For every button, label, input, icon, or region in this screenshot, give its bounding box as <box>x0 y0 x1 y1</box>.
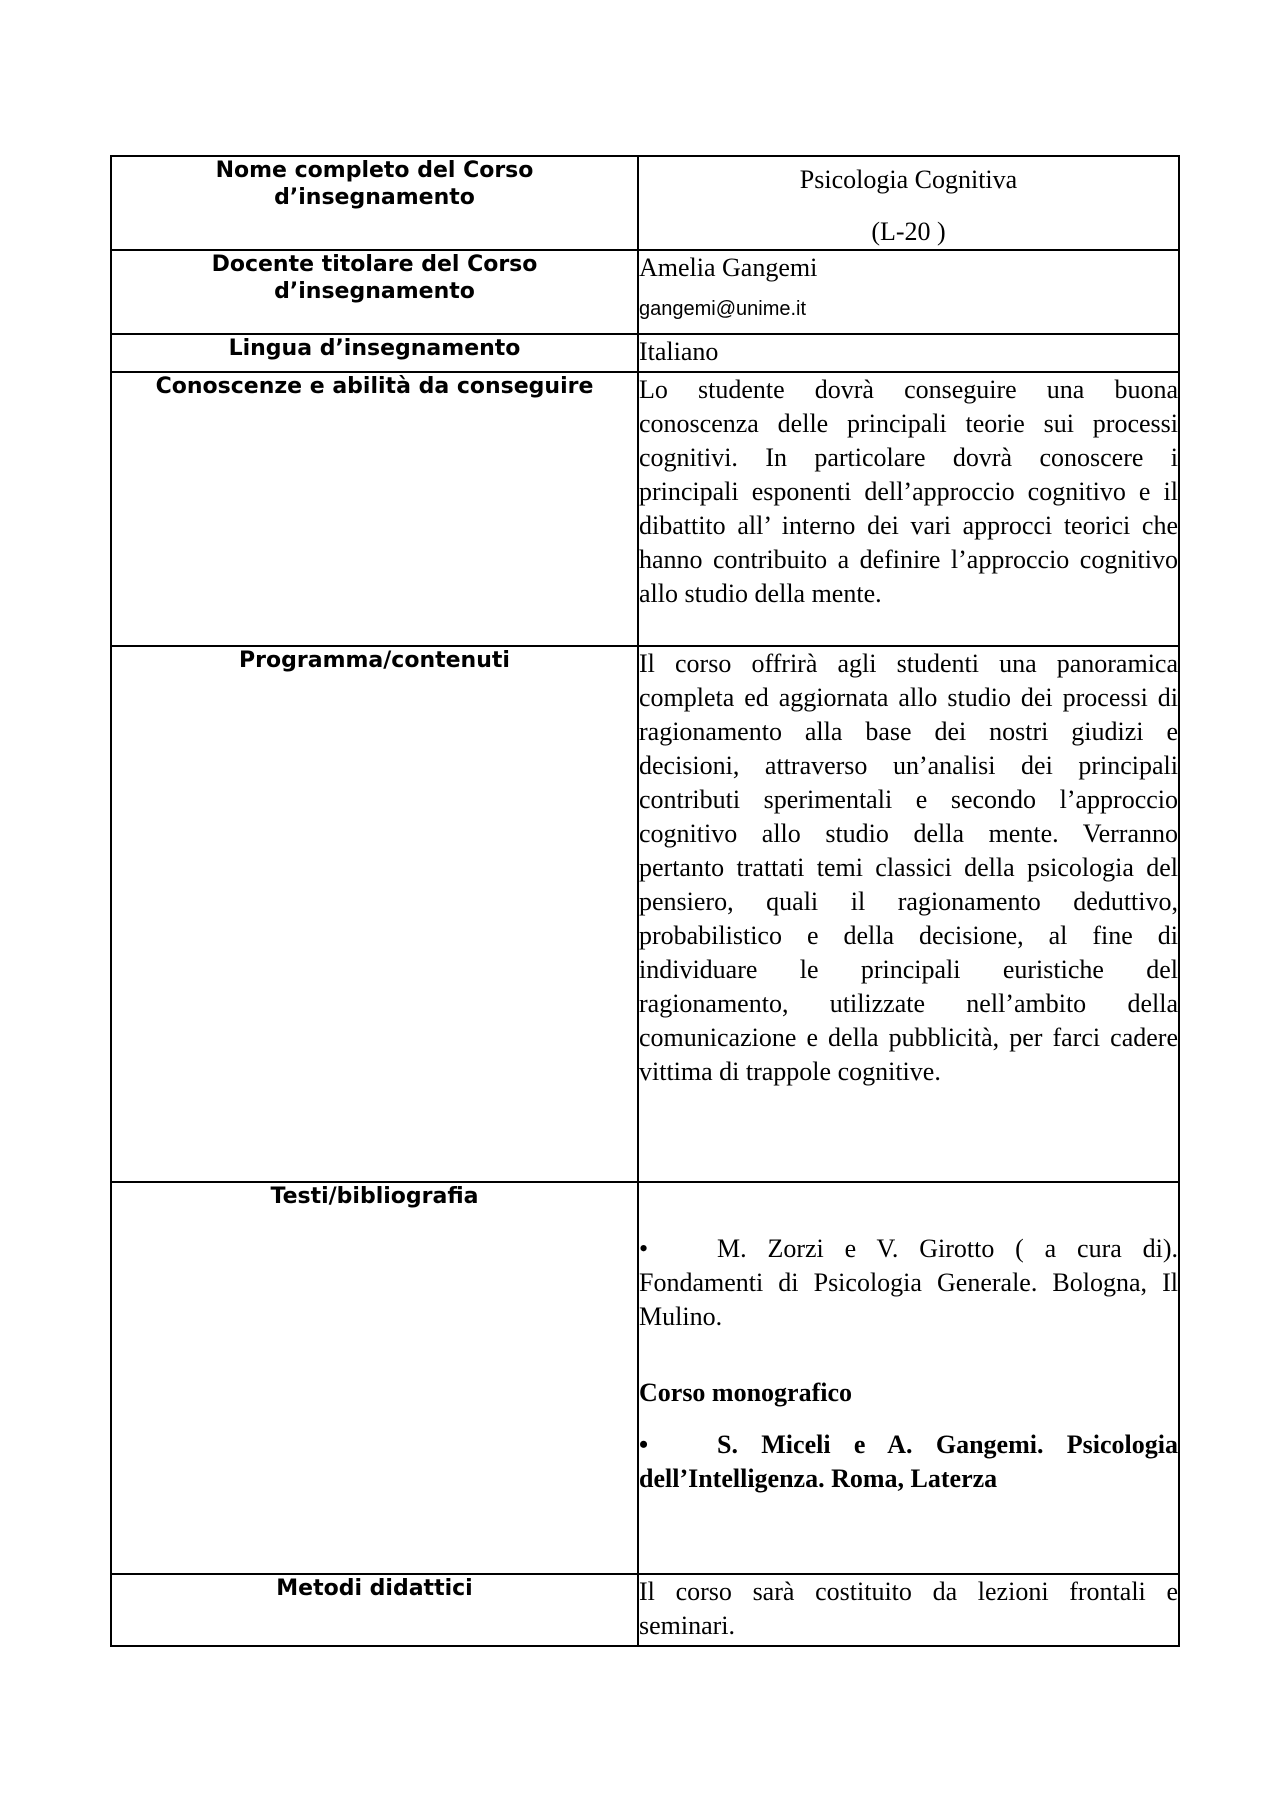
value-teaching-methods: Il corso sarà costituito da lezioni frontali e seminari. <box>638 1574 1179 1646</box>
monograph-reference-text: S. Miceli e A. Gangemi. Psicologia dell’Intelligenza. Roma, Laterza <box>639 1430 1178 1493</box>
value-bibliography <box>638 1182 1179 1574</box>
bullet-icon: • <box>639 1430 649 1459</box>
label-knowledge: Conoscenze e abilità da conseguire <box>111 372 638 646</box>
label-course-name: Nome completo del Corso d’insegnamento <box>111 156 638 250</box>
course-code: (L-20 ) <box>871 217 946 246</box>
row-bibliography <box>111 1182 1179 1574</box>
course-title: Psicologia Cognitiva <box>799 165 1018 194</box>
bullet-icon: • <box>639 1234 649 1263</box>
value-language: Italiano <box>638 334 1179 372</box>
row-teaching-methods <box>111 1574 1179 1646</box>
reference-text: M. Zorzi e V. Girotto ( a cura di). Fondamenti di Psicologia Generale. Bologna, Il Mulino. <box>639 1234 1178 1331</box>
monograph-reference <box>639 1428 1178 1496</box>
teacher-name: Amelia Gangemi <box>639 253 818 282</box>
label-program: Programma/contenuti <box>111 646 638 1182</box>
monograph-heading: Corso monografico <box>639 1378 853 1407</box>
value-program: Il corso offrirà agli studenti una panoramica completa ed aggiornata allo studio dei processi di ragionamento alla base dei nostri giudizi e decisioni, attraverso un’analisi dei principali contributi sperimentali e secondo l’approccio cognitivo allo studio della mente. Verranno pertanto trattati temi classici della psicologia del pensiero, quali il ragionamento deduttivo, probabilistico e della decisione, al fine di individuare le principali euristiche del ragionamento, utilizzate nell’ambito della comunicazione e della pubblicità, per farci cadere vittima di trappole cognitive. <box>638 646 1179 1182</box>
value-knowledge: Lo studente dovrà conseguire una buona conoscenza delle principali teorie sui processi cognitivi. In particolare dovrà conoscere i principali esponenti dell’approccio cognitivo e il dibattito all’ interno dei vari approcci teorici che hanno contribuito a definire l’approccio cognitivo allo studio della mente. <box>638 372 1179 646</box>
label-language: Lingua d’insegnamento <box>111 334 638 372</box>
bibliography-reference <box>639 1232 1178 1334</box>
course-info-table <box>110 155 1180 1647</box>
row-language <box>111 334 1179 372</box>
row-teacher <box>111 250 1179 334</box>
label-teacher: Docente titolare del Corso d’insegnamento <box>111 250 638 334</box>
row-knowledge <box>111 372 1179 646</box>
row-course-name <box>111 156 1179 250</box>
label-bibliography: Testi/bibliografia <box>111 1182 638 1574</box>
value-teacher <box>638 250 1179 334</box>
label-teaching-methods: Metodi didattici <box>111 1574 638 1646</box>
row-program <box>111 646 1179 1182</box>
teacher-email: gangemi@unime.it <box>639 298 807 320</box>
value-course-name <box>638 156 1179 250</box>
